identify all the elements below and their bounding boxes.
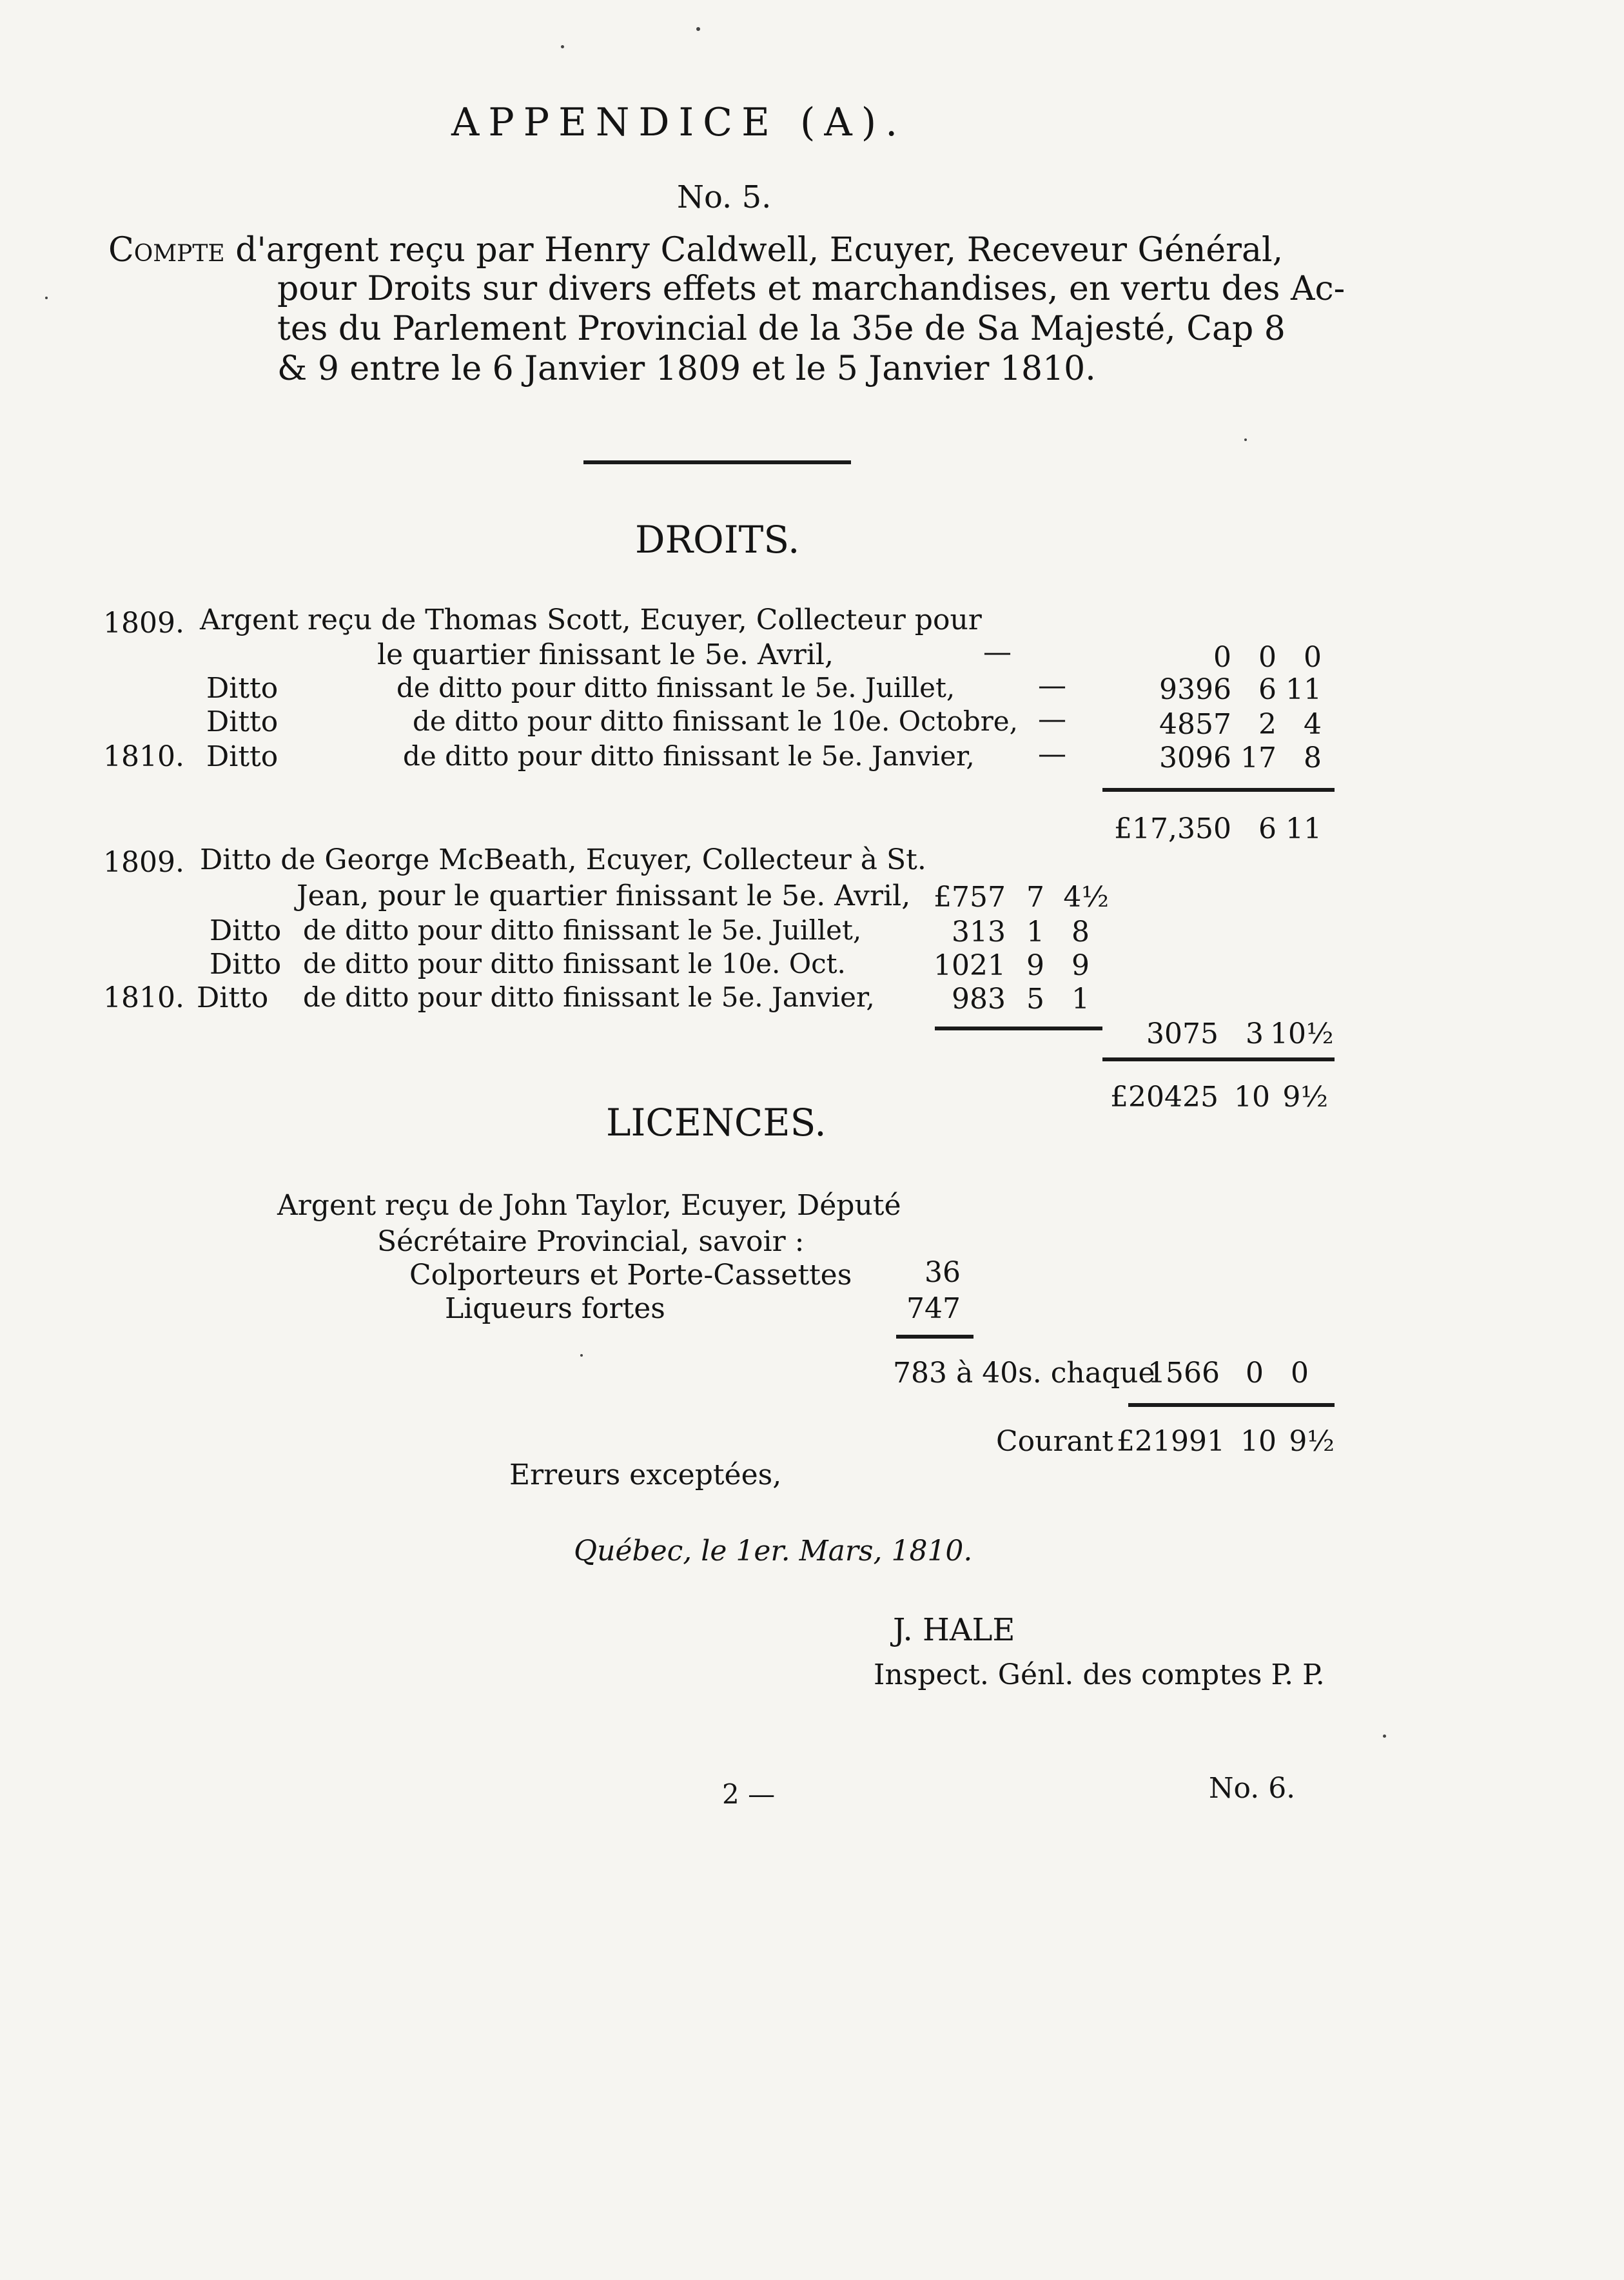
courant-pence: 9½	[1289, 1425, 1335, 1458]
mcbeath-row-3-year: 1810.	[103, 981, 184, 1014]
scott-row-3-text: de ditto pour ditto finissant le 5e. Janvier,	[403, 740, 975, 772]
scott-row-2-pence: 4	[1304, 708, 1322, 741]
mcbeath-row-1-pence: 8	[1071, 916, 1090, 948]
scott-row-2-dash: —	[1038, 703, 1066, 736]
courant-pounds: £21991	[1117, 1425, 1225, 1458]
document-number: No. 5.	[677, 179, 772, 215]
errors-excepted: Erreurs exceptées,	[509, 1459, 782, 1491]
scott-row-2-shillings: 2	[1258, 708, 1277, 741]
intro-line-1	[108, 231, 1284, 270]
mcbeath-row-3-pence: 1	[1071, 983, 1090, 1016]
section-divider	[583, 460, 851, 464]
scott-row-1-pounds: 9396	[1159, 673, 1231, 706]
licences-heading: LICENCES.	[606, 1101, 827, 1145]
mcbeath-row-2-pence: 9	[1071, 949, 1090, 982]
licences-item-1-value: 36	[925, 1256, 961, 1289]
scott-row-1-shillings: 6	[1258, 673, 1277, 706]
scan-speck	[561, 45, 564, 48]
mcbeath-row-1-text: de ditto pour ditto finissant le 5e. Juillet,	[303, 914, 862, 946]
licences-item-1-label: Colporteurs et Porte-Cassettes	[409, 1259, 852, 1292]
scott-subtotal-rule	[1102, 788, 1335, 792]
scott-total-pence: 11	[1286, 812, 1322, 845]
intro-lead: Compte	[108, 231, 225, 270]
scott-amount-pence: 0	[1304, 641, 1322, 674]
scan-speck	[45, 297, 48, 299]
scott-year: 1809.	[103, 607, 184, 640]
licences-calc-pence: 0	[1291, 1357, 1309, 1390]
scott-row-1-label: Ditto	[206, 672, 279, 705]
droits-heading: DROITS.	[635, 518, 800, 562]
licences-sum-rule	[896, 1335, 973, 1339]
scan-speck	[1383, 1735, 1386, 1738]
scott-row-1-dash: —	[1038, 669, 1066, 702]
intro-line-2: pour Droits sur divers effets et marchandises, en vertu des Ac-	[277, 270, 1345, 308]
signatory-title: Inspect. Génl. des comptes P. P.	[874, 1658, 1325, 1691]
scott-row-1-text: de ditto pour ditto finissant le 5e. Juillet,	[396, 672, 955, 703]
scott-row-3-shillings: 17	[1240, 742, 1277, 774]
licences-calc-shillings: 0	[1246, 1357, 1264, 1390]
courant-label: Courant	[996, 1425, 1113, 1458]
grand-total-rule	[1102, 1057, 1335, 1061]
mcbeath-amount-pounds: £757	[934, 881, 1006, 914]
intro-line-4: & 9 entre le 6 Janvier 1809 et le 5 Janvier 1810.	[277, 349, 1096, 388]
mcbeath-row-3-shillings: 5	[1026, 983, 1044, 1016]
scott-row-3-year: 1810.	[103, 740, 184, 773]
mcbeath-row-1-label: Ditto	[210, 914, 282, 947]
scott-row-3-pounds: 3096	[1159, 742, 1231, 774]
mcbeath-row-2-label: Ditto	[210, 948, 282, 981]
mcbeath-amount-shillings: 7	[1026, 881, 1044, 914]
scott-amount-pounds: 0	[1213, 641, 1231, 674]
mcbeath-year: 1809.	[103, 846, 184, 879]
licences-item-2-label: Liqueurs fortes	[445, 1292, 665, 1325]
licences-line-1: Argent reçu de John Taylor, Ecuyer, Député	[277, 1189, 901, 1222]
page-title: APPENDICE (A).	[451, 100, 907, 145]
courant-shillings: 10	[1240, 1425, 1277, 1458]
intro-line-3: tes du Parlement Provincial de la 35e de Sa Majesté, Cap 8	[277, 310, 1286, 348]
mcbeath-total-shillings: 3	[1246, 1017, 1264, 1050]
mcbeath-first-line: Ditto de George McBeath, Ecuyer, Collecteur à St.	[200, 843, 926, 876]
scott-row-2-pounds: 4857	[1159, 708, 1231, 741]
scott-amount-shillings: 0	[1258, 641, 1277, 674]
scott-total-shillings: 6	[1258, 812, 1277, 845]
courant-rule	[1128, 1403, 1335, 1407]
licences-item-2-value: 747	[906, 1292, 961, 1325]
mcbeath-row-2-text: de ditto pour ditto finissant le 10e. Oct.	[303, 948, 846, 979]
droits-grand-total-pounds: £20425	[1110, 1081, 1218, 1114]
mcbeath-subtotal-rule	[935, 1027, 1102, 1030]
licences-calc: 783 à 40s. chaque	[893, 1357, 1155, 1390]
scott-first-line: Argent reçu de Thomas Scott, Ecuyer, Collecteur pour	[200, 604, 982, 636]
licences-line-2: Sécrétaire Provincial, savoir :	[377, 1225, 805, 1258]
scott-total-pounds: £17,350	[1114, 812, 1231, 845]
scott-second-line: le quartier finissant le 5e. Avril,	[377, 638, 834, 671]
droits-grand-total-shillings: 10	[1234, 1081, 1270, 1114]
signature-mark: 2 —	[722, 1778, 776, 1810]
scott-row-1-pence: 11	[1286, 673, 1322, 706]
scott-row-3-label: Ditto	[206, 740, 279, 773]
licences-calc-pounds: 1566	[1148, 1357, 1220, 1390]
next-document-number: No. 6.	[1209, 1772, 1296, 1805]
mcbeath-row-3-text: de ditto pour ditto finissant le 5e. Janvier,	[303, 981, 875, 1013]
mcbeath-total-pence: 10½	[1270, 1017, 1334, 1050]
mcbeath-row-3-label: Ditto	[197, 981, 269, 1014]
scott-dash: —	[983, 636, 1012, 669]
mcbeath-row-2-pounds: 1021	[934, 949, 1006, 982]
scott-row-2-label: Ditto	[206, 705, 279, 738]
place-date: Québec, le 1er. Mars, 1810.	[574, 1535, 973, 1568]
scott-row-3-pence: 8	[1304, 742, 1322, 774]
scan-speck	[696, 27, 700, 31]
scan-speck	[1244, 438, 1247, 441]
droits-grand-total-pence: 9½	[1282, 1081, 1328, 1114]
mcbeath-row-2-shillings: 9	[1026, 949, 1044, 982]
intro-text-1: d'argent reçu par Henry Caldwell, Ecuyer, Receveur Général,	[235, 231, 1284, 270]
signatory-name: J. HALE	[893, 1612, 1015, 1648]
scott-row-3-dash: —	[1038, 738, 1066, 771]
scott-row-2-text: de ditto pour ditto finissant le 10e. Octobre,	[413, 705, 1019, 737]
mcbeath-row-1-pounds: 313	[952, 916, 1006, 948]
mcbeath-row-3-pounds: 983	[952, 983, 1006, 1016]
mcbeath-total-pounds: 3075	[1146, 1017, 1218, 1050]
mcbeath-amount-pence: 4½	[1063, 881, 1109, 914]
scan-speck	[580, 1354, 583, 1357]
mcbeath-row-1-shillings: 1	[1026, 916, 1044, 948]
mcbeath-second-line: Jean, pour le quartier finissant le 5e. Avril,	[297, 880, 911, 912]
